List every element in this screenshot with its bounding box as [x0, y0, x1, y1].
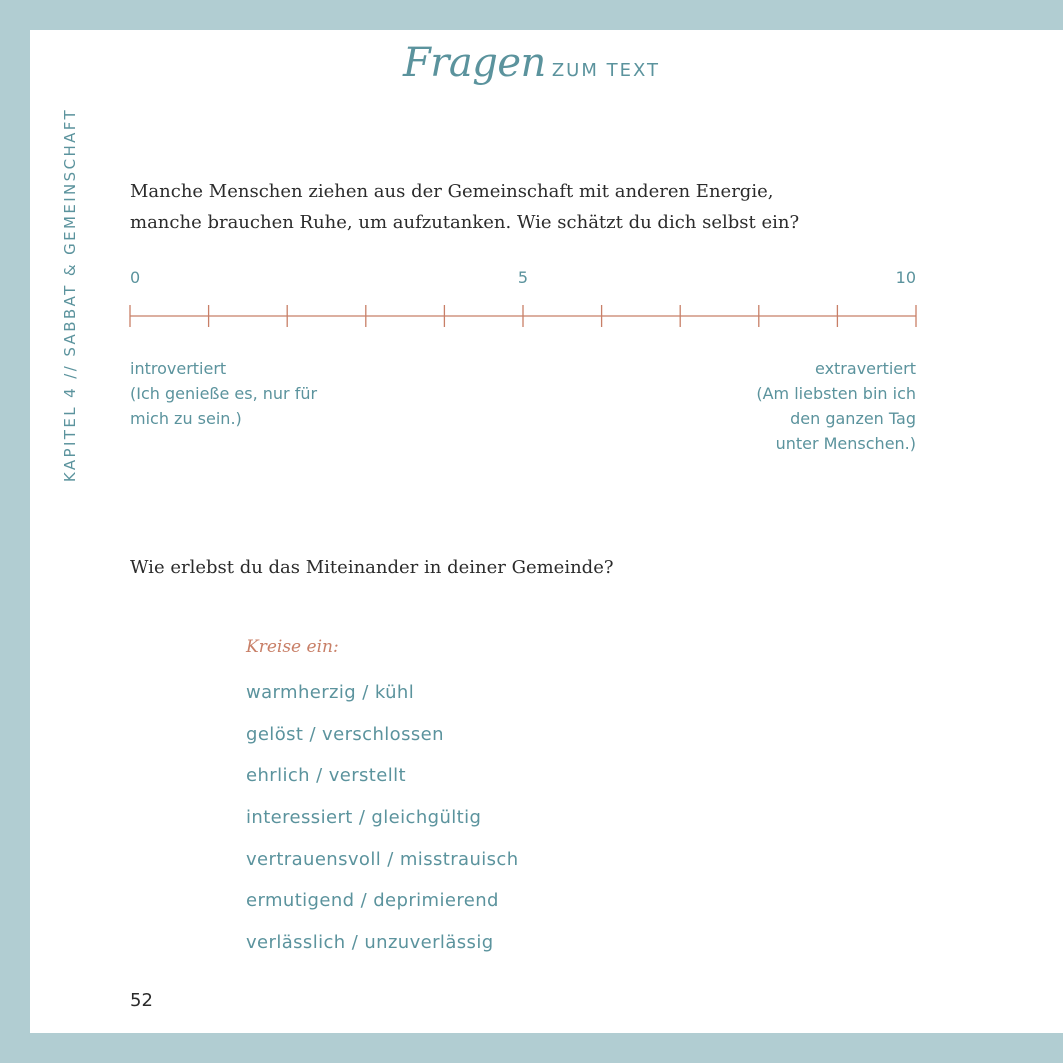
option-item[interactable]: verlässlich / unzuverlässig — [246, 932, 494, 954]
option-item[interactable]: warmherzig / kühl — [246, 682, 415, 703]
option-item[interactable]: interessiert / gleichgültig — [246, 807, 482, 829]
option-item[interactable]: ermutigend / deprimierend — [246, 890, 499, 912]
page-number: 52 — [130, 990, 153, 1011]
question-2-text: Wie erlebst du das Miteinander in deiner Gemeinde? — [130, 557, 614, 578]
scale-right-pole-label: extravertiert (Am liebsten bin ich den ganzen Tag unter Menschen.) — [756, 359, 916, 453]
option-item[interactable]: vertrauensvoll / misstrauisch — [246, 848, 519, 870]
scale-label-min: 0 — [130, 268, 141, 287]
chapter-sidebar-label: KAPITEL 4 // SABBAT & GEMEINSCHAFT — [61, 107, 79, 483]
scale-label-mid: 5 — [517, 268, 529, 287]
question-1-text — [130, 176, 799, 238]
question-1-line-2: manche brauchen Ruhe, um aufzutanken. Wie schätzt du dich selbst ein? — [130, 212, 800, 233]
rating-scale[interactable] — [125, 300, 925, 332]
title-caps-word: ZUM TEXT — [551, 60, 660, 81]
scale-left-pole-label: introvertiert (Ich genieße es, nur für mich zu sein.) — [130, 359, 318, 428]
scale-label-max: 10 — [895, 268, 916, 287]
option-list — [246, 679, 519, 971]
page-title — [0, 40, 1063, 86]
instruction-text: Kreise ein: — [246, 637, 339, 657]
question-1-line-1: Manche Menschen ziehen aus der Gemeinschaft mit anderen Energie, — [130, 181, 774, 202]
option-item[interactable]: gelöst / verschlossen — [246, 723, 444, 745]
option-item[interactable]: ehrlich / verstellt — [246, 765, 406, 787]
title-script-word: Fragen — [403, 40, 546, 86]
